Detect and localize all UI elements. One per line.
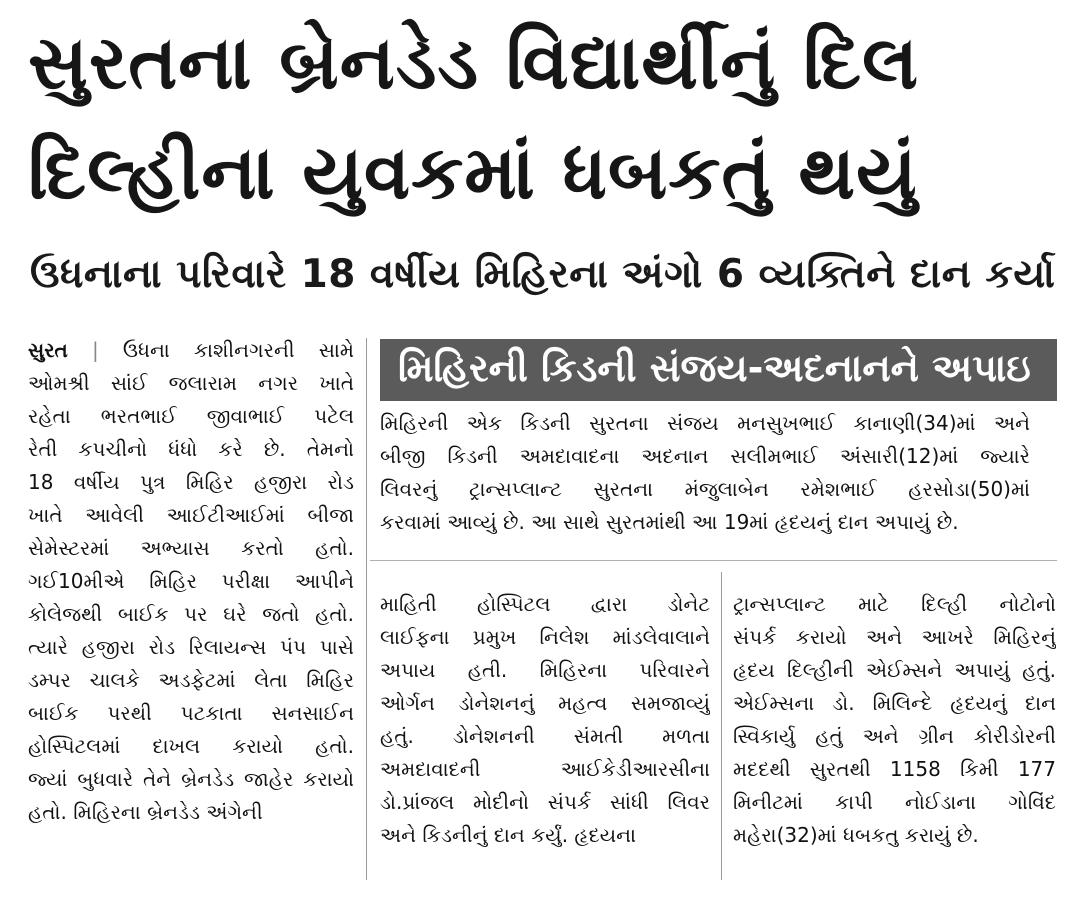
- left-column-line: ઓમશ્રી સાંઈ જલારામ નગર ખાતે: [28, 371, 354, 395]
- box-text: [380, 407, 1030, 539]
- right-column-line: સંપર્ક કરાયો અને આખરે મિહિરનું: [733, 625, 1056, 649]
- box-heading-bar: [380, 339, 1057, 401]
- right-column-line: મદદથી સુરતથી 1158 કિમી 177: [733, 757, 1056, 781]
- left-column-line: ગઈ10મીએ મિહિર પરીક્ષા આપીને: [28, 569, 354, 593]
- middle-column-line: અપાય હતી. મિહિરના પરિવારને: [380, 658, 710, 682]
- left-column-line: ઉધના કાશીનગરની સામે: [122, 338, 354, 362]
- middle-column-line: ડો.પ્રાંજલ મોદીનો સંપર્ક સાંધી લિવર: [380, 790, 710, 814]
- left-column-line: કોલેજથી બાઈક પર ઘરે જતો હતો.: [28, 602, 354, 626]
- middle-column-line: અમદાવાદની આઈકેડીઆરસીના: [380, 757, 710, 781]
- middle-column-line: માહિતી હોસ્પિટલ દ્વારા ડોનેટ: [380, 592, 710, 616]
- dateline-separator: |: [91, 338, 99, 362]
- column-divider: [366, 338, 367, 880]
- headline-line-2: દિલ્હીના યુવકમાં ધબકતું થયું: [28, 130, 918, 216]
- right-column-line: હૃદય દિલ્હીની એઈમ્સને અપાયું હતું.: [733, 658, 1056, 682]
- subheadline: ઉધનાના પરિવારે 18 વર્ષીય મિહિરના અંગો 6 વ્યક્તિને દાન કર્યા: [30, 252, 1056, 297]
- left-column-line: સેમેસ્ટરમાં અભ્યાસ કરતો હતો.: [28, 536, 354, 560]
- right-column-line: એઈમ્સના ડો. મિલિન્દે હૃદયનું દાન: [733, 691, 1056, 715]
- left-column-first-line: [28, 334, 354, 367]
- headline-line-1: સુરતના બ્રેનડેડ વિદ્યાર્થીનું દિલ: [28, 20, 920, 106]
- left-column-line: ખાતે આવેલી આઈટીઆઈમાં બીજા: [28, 503, 354, 527]
- left-column-line: હતો. મિહિરના બ્રેનડેડ અંગેની: [28, 800, 263, 824]
- left-column-line: ત્યારે હજીરા રોડ રિલાયન્સ પંપ પાસે: [28, 635, 354, 659]
- left-column-line: રહેતા ભરતભાઈ જીવાભાઈ પટેલ: [28, 404, 354, 428]
- right-column-line: ટ્રાન્સપ્લાન્ટ માટે દિલ્હી નોટોનો: [733, 592, 1056, 616]
- box-heading: મિહિરની કિડની સંજય-અદનાનને અપાઇ: [398, 346, 1031, 390]
- right-column: [733, 588, 1056, 852]
- right-column-line: સ્વિકાર્યુ હતું અને ગ્રીન કોરીડોરની: [733, 724, 1056, 748]
- right-column-line: મિનીટમાં કાપી નોઈડાના ગોવિંદ: [733, 790, 1056, 814]
- box-line: મિહિરની એક કિડની સુરતના સંજય મનસુખભાઈ કાનાણી(34)માં અને: [380, 411, 1030, 435]
- left-column-line: રેતી કપચીનો ધંધો કરે છે. તેમનો: [28, 437, 354, 461]
- section-divider: [370, 560, 1057, 561]
- box-line: લિવરનું ટ્રાન્સપ્લાન્ટ સુરતના મંજુલાબેન રમેશભાઈ હરસોડા(50)માં: [380, 477, 1030, 501]
- left-column: [28, 334, 354, 829]
- left-column-line: 18 વર્ષીય પુત્ર મિહિર હજીરા રોડ: [28, 470, 354, 494]
- dateline: સુરત: [28, 338, 68, 362]
- column-divider: [721, 572, 722, 880]
- middle-column-line: ઓર્ગન ડોનેશનનું મહત્વ સમજાવ્યું: [380, 691, 710, 715]
- box-line: કરવામાં આવ્યું છે. આ સાથે સુરતમાંથી આ 19માં હૃદયનું દાન અપાયું છે.: [380, 510, 959, 534]
- middle-column-line: અને કિડનીનું દાન કર્યું. હૃદયના: [380, 823, 636, 847]
- middle-column: [380, 588, 710, 852]
- left-column-line: ડમ્પર ચાલકે અડફેટમાં લેતા મિહિર: [28, 668, 354, 692]
- left-column-line: હોસ્પિટલમાં દાખલ કરાયો હતો.: [28, 734, 354, 758]
- left-column-line: જ્યાં બુધવારે તેને બ્રેનડેડ જાહેર કરાયો: [28, 767, 354, 791]
- middle-column-line: હતું. ડોનેશનની સંમતી મળતા: [380, 724, 710, 748]
- middle-column-line: લાઈફના પ્રમુખ નિલેશ માંડલેવાલાને: [380, 625, 710, 649]
- box-line: બીજી કિડની અમદાવાદના અદનાન સલીમભાઈ અંસારી(12)માં જ્યારે: [380, 444, 1030, 468]
- left-column-line: બાઈક પરથી પટકાતા સનસાઈન: [28, 701, 354, 725]
- right-column-line: મહેરા(32)માં ધબકતુ કરાયું છે.: [733, 823, 979, 847]
